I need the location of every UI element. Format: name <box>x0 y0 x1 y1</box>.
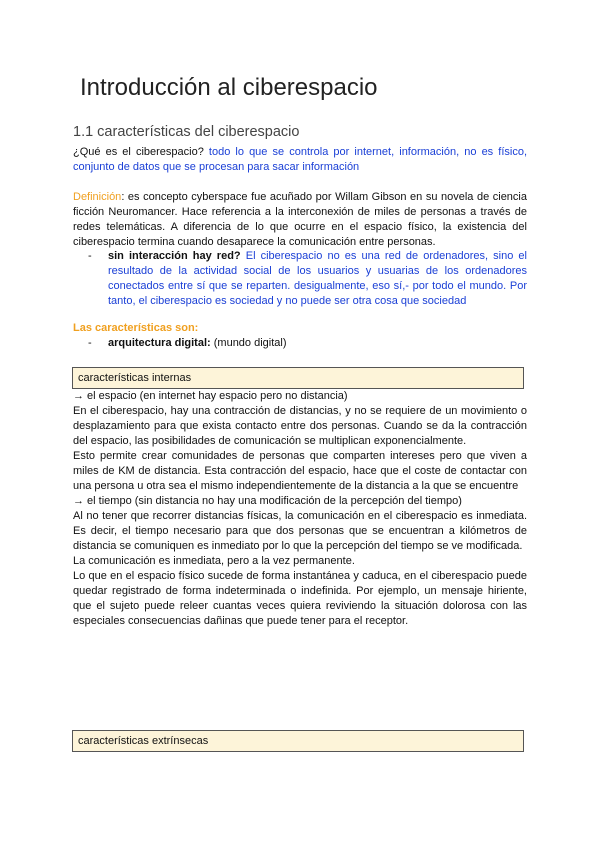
paragraph: Esto permite crear comunidades de personas que comparten intereses pero que viven a miles de KM de distancia. Esta contracción del espacio, hace que el coste de contactar con una persona u otra sea el mismo independientemente de la distancia a la que se encuentre <box>73 450 527 492</box>
section-heading: 1.1 características del ciberespacio <box>73 124 300 140</box>
question-answer: todo lo que se controla por internet, información, no es físico, conjunto de datos que se procesan para sacar información <box>73 146 528 173</box>
paragraph: → el tiempo (sin distancia no hay una modificación de la percepción del tiempo) <box>73 495 462 507</box>
question-label: ¿Qué es el ciberespacio? <box>73 146 204 158</box>
bullet-label: arquitectura digital: <box>108 337 211 349</box>
paragraph: La comunicación es inmediata, pero a la vez permanente. <box>73 555 355 567</box>
bullet-marker: - <box>88 337 92 349</box>
paragraph: En el ciberespacio, hay una contracción de distancias, y no se requiere de un movimiento o desplazamiento para que exista contacto entre dos personas. Cuando se da la contracción del espacio, las posibilidades de comunicación se multiplican exponencialmente. <box>73 405 527 447</box>
bullet-text: El ciberespacio no es una red de ordenadores, sino el resultado de la actividad social de los usuarios y usuarias de los ordenadores conectados entre sí que se reparten. desigualmente, eso sí,- por todo el mundo. Por tanto, el ciberespacio es sociedad y no puede ser otra cosa que sociedad <box>108 250 527 307</box>
internal-characteristics-box: características internas <box>72 367 524 389</box>
paragraph: → el espacio (en internet hay espacio pero no distancia) <box>73 390 348 402</box>
bullet-item-sin-interaccion <box>108 249 527 309</box>
paragraph: Al no tener que recorrer distancias físicas, la comunicación en el ciberespacio es inmediata. Es decir, el tiempo necesario para que dos personas que se encuentran a kilómetros de distancia se comuniquen es inmediato por lo que la percepción del tiempo se ve modificada. <box>73 510 527 552</box>
external-characteristics-box: características extrínsecas <box>72 730 524 752</box>
bullet-label: sin interacción hay red? <box>108 250 241 262</box>
definition-paragraph <box>73 190 527 250</box>
question-paragraph <box>73 145 527 175</box>
definition-text: : es concepto cyberspace fue acuñado por Willam Gibson en su novela de ciencia ficción Neuromancer. Hace referencia a la interconexión de miles de personas a través de redes telemáticas. A diferencia de lo que ocurre en el espacio físico, la existencia del ciberespacio termina cuando desaparece la comunicación entre personas. <box>73 191 527 248</box>
paragraph: Lo que en el espacio físico sucede de forma instantánea y caduca, en el ciberespacio puede quedar registrado de forma indeterminada o indefinida. Por ejemplo, un mensaje hiriente, que el sujeto puede releer cuantas veces quiera reviviendo la situación dolorosa con las especiales consecuencias dañinas que puede tener para el receptor. <box>73 570 527 627</box>
page-title: Introducción al ciberespacio <box>80 74 378 101</box>
characteristics-heading: Las características son: <box>73 322 199 334</box>
bullet-text: (mundo digital) <box>210 337 287 349</box>
bullet-marker: - <box>88 250 92 262</box>
internal-characteristics-body <box>73 389 527 629</box>
bullet-item-arquitectura <box>108 336 527 351</box>
definition-label: Definición <box>73 191 122 203</box>
